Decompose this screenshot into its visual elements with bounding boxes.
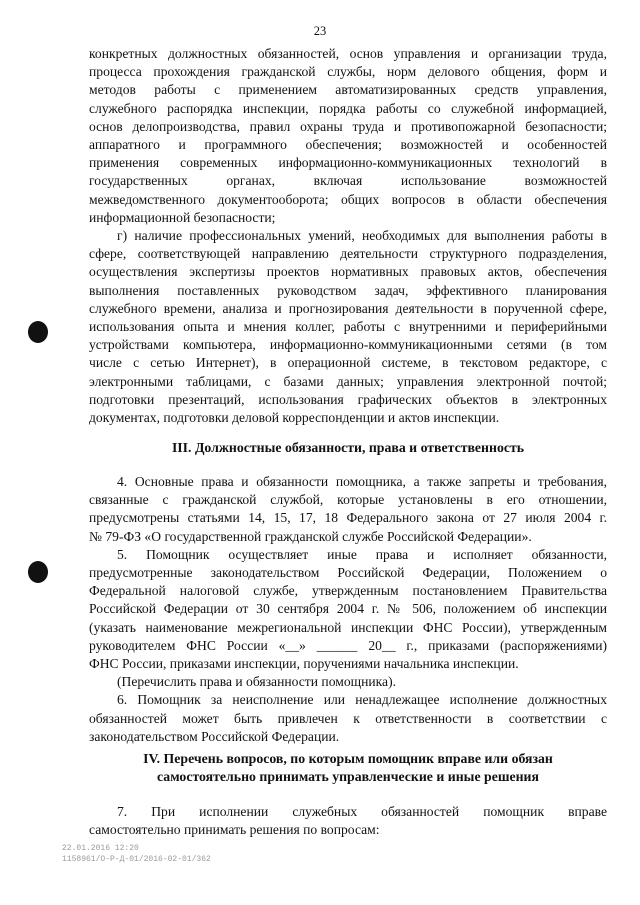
text-line: устройствами компьютера, информационно-коммуникационными сетями (в том [89, 337, 607, 353]
text-line: использования опыта и мнения коллег, работы с внутренними и периферийными [89, 319, 607, 335]
text-line: 7. При исполнении служебных обязанностей помощник вправе [117, 804, 607, 819]
punch-hole-lower [28, 561, 48, 583]
text-line: связанные с гражданской службой, которые установлены в его отношении, [89, 492, 607, 508]
text-block-section-3 [89, 473, 607, 746]
text-line: государственных органах, включая использование возможностей [89, 173, 607, 189]
text-block-section-4 [89, 803, 607, 839]
text-line: самостоятельно принимать решения по вопросам: [89, 822, 380, 838]
text-line: 4. Основные права и обязанности помощника, а также запреты и требования, [117, 474, 607, 489]
paragraph-knowledge [89, 45, 607, 227]
text-line: законодательством Российской Федерации. [89, 728, 340, 744]
text-line: информационной безопасности; [89, 209, 276, 225]
paragraph-4 [89, 473, 607, 546]
text-line: осуществления экспертизы проектов нормативных правовых актов, обеспечения [89, 264, 607, 280]
text-line: основ делопроизводства, правил охраны труда и противопожарной безопасности; [89, 118, 607, 134]
paragraph-5 [89, 546, 607, 673]
text-line: руководителем ФНС России «__» ______ 20__ г., приказами (распоряжениями) [89, 637, 607, 653]
text-line: применения современных информационно-коммуникационных технологий в [89, 155, 607, 171]
paragraph-skills [89, 227, 607, 427]
text-line: конкретных должностных обязанностей, основ управления и организации труда, [89, 46, 607, 61]
text-line: 6. Помощник за неисполнение или ненадлежащее исполнение должностных [117, 692, 607, 708]
text-block-qualifications [89, 45, 607, 427]
paragraph-6 [89, 691, 607, 746]
text-line: процесса прохождения гражданской службы, норм делового общения, форм и [89, 64, 607, 80]
text-line: № 79-ФЗ «О государственной гражданской службе Российской Федерации». [89, 528, 532, 544]
text-line: предусмотрены статьями 14, 15, 17, 18 Федерального закона от 27 июля 2004 г. [89, 510, 607, 526]
text-line: служебного времени, анализа и прогнозирования деятельности в порученной сфере, [89, 300, 607, 316]
text-line: подготовки презентаций, использования графических объектов в электронных [89, 391, 607, 407]
section-heading: III. Должностные обязанности, права и ответственность [171, 440, 525, 455]
section-heading-3-wrap [89, 439, 607, 457]
text-line: служебного распорядка инспекции, порядка работы со служебной информацией, [89, 100, 607, 116]
text-line: 5. Помощник осуществляет иные права и исполняет обязанности, [117, 546, 607, 562]
text-line: числе с сетью Интернет), в операционной системе, в текстовом редакторе, с [89, 355, 607, 371]
paragraph-note: (Перечислить права и обязанности помощника). [117, 674, 397, 690]
text-line: обязанностей может быть привлечен к ответственности в соответствии с [89, 710, 607, 726]
text-line: документах, подготовки деловой корреспонденции и актов инспекции. [89, 410, 500, 426]
text-line: межведомственного документооборота; общих вопросов в области обеспечения [89, 191, 607, 207]
text-line: сфере, соответствующей направлению деятельности структурного подразделения, [89, 246, 607, 262]
punch-hole-upper [28, 321, 48, 343]
text-line: аппаратного и программного обеспечения; возможностей и особенностей [89, 137, 607, 153]
text-line: Федеральной налоговой службе, утвержденным постановлением Правительства [89, 583, 607, 599]
text-line: предусмотренные законодательством Российской Федерации, Положением о [89, 565, 607, 581]
section-heading-4-wrap [89, 750, 607, 786]
section-heading-line: самостоятельно принимать управленческие и иные решения [157, 769, 539, 785]
text-line: ФНС России, приказами инспекции, поручениями начальника инспекции. [89, 656, 519, 672]
text-line: г) наличие профессиональных умений, необходимых для выполнения работы в [117, 228, 607, 244]
text-line: электронными таблицами, с базами данных; управления электронной почтой; [89, 373, 607, 389]
registration-stamp-line: 22.01.2016 12:20 [62, 844, 139, 853]
text-line: выполнения поставленных руководством задач, эффективного планирования [89, 282, 607, 298]
text-line: (указать наименование межрегиональной инспекции ФНС России), утвержденным [89, 619, 607, 635]
section-heading-line: IV. Перечень вопросов, по которым помощник вправе или обязан [143, 751, 553, 766]
page-number: 23 [313, 24, 327, 38]
registration-stamp-line: 1158961/О-Р-Д-01/2016-02-01/362 [62, 855, 211, 864]
text-line: методов работы с применением автоматизированных средств управления, [89, 82, 607, 98]
text-line: Российской Федерации от 30 сентября 2004 г. № 506, положением об инспекции [89, 601, 607, 617]
